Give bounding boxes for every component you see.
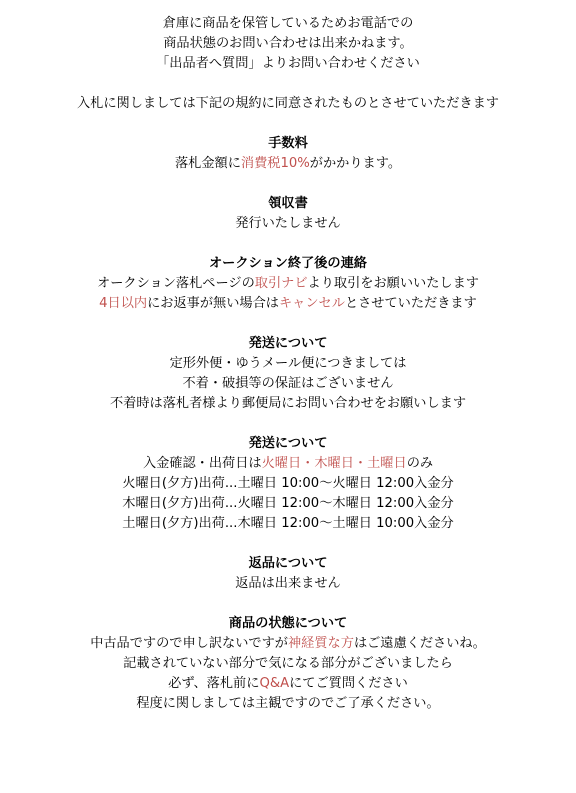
condition-line-2: 記載されていない部分で気になる部分がございましたら [123,656,453,671]
condition-section [0,614,576,714]
receipt-text: 発行いたしません [235,216,341,231]
cancel-highlight: キャンセル [279,296,345,311]
fee-text-after: がかかります。 [309,156,402,171]
spacer [0,314,576,334]
intro-line-1: 倉庫に商品を保管しているためお電話での [162,16,414,31]
trade-navi-highlight: 取引ナビ [254,276,308,291]
fee-tax-highlight: 消費税10% [240,156,310,171]
schedule-row-thursday: 木曜日(夕方)出荷...火曜日 12:00〜木曜日 12:00入金分 [122,496,454,511]
contact-line-2-mid: にお返事が無い場合は [147,296,279,311]
spacer [0,74,576,94]
condition-line-3-after: にてご質問ください [289,676,408,691]
four-days-highlight: 4日以内 [99,296,148,311]
returns-heading: 返品について [248,556,328,571]
shipping-schedule-heading: 発送について [248,436,328,451]
shipping-days-line [0,454,576,474]
contact-line-1 [0,274,576,294]
intro-line-2: 商品状態のお問い合わせは出来かねます。 [163,36,413,51]
spacer [0,534,576,554]
shipping-schedule-section [0,434,576,534]
spacer [0,114,576,134]
spacer [0,234,576,254]
fee-heading: 手数料 [268,136,308,151]
receipt-heading: 領収書 [268,196,308,211]
contact-section [0,254,576,314]
condition-line-1-before: 中古品ですので申し訳ないですが [90,636,288,651]
qa-highlight: Q&A [259,676,290,691]
schedule-row-tuesday: 火曜日(夕方)出荷...土曜日 10:00〜火曜日 12:00入金分 [122,476,454,491]
agreement-text: 入札に関しましては下記の規約に同意されたものとさせていただきます [77,96,499,111]
condition-line-1 [0,634,576,654]
shipping-days-before: 入金確認・出荷日は [142,456,262,471]
condition-heading: 商品の状態について [228,616,348,631]
shipping-method-section [0,334,576,414]
contact-line-1-after: より取引をお願いいたします [307,276,479,291]
fee-text-before: 落札金額に [174,156,241,171]
returns-section [0,554,576,594]
shipping-method-line-1: 定形外便・ゆうメール便につきましては [169,356,407,371]
contact-line-1-before: オークション落札ページの [97,276,255,291]
schedule-row-saturday: 土曜日(夕方)出荷...木曜日 12:00〜土曜日 10:00入金分 [122,516,454,531]
spacer [0,594,576,614]
intro-line-3: 「出品者へ質問」よりお問い合わせください [156,56,420,71]
fee-text [0,154,576,174]
spacer [0,414,576,434]
shipping-days-after: のみ [406,456,434,471]
spacer [0,174,576,194]
condition-line-3 [0,674,576,694]
agreement-section [0,94,576,114]
shipping-method-line-2: 不着・破損等の保証はございません [182,376,394,391]
contact-line-2-after: とさせていただきます [344,296,477,311]
shipping-days-highlight: 火曜日・木曜日・土曜日 [261,456,407,471]
shipping-method-heading: 発送について [248,336,328,351]
nervous-person-highlight: 神経質な方 [288,636,354,651]
contact-heading: オークション終了後の連絡 [209,256,367,271]
intro-section [0,14,576,74]
returns-text: 返品は出来ません [235,576,341,591]
fee-section [0,134,576,174]
contact-line-2 [0,294,576,314]
shipping-method-line-3: 不着時は落札者様より郵便局にお問い合わせをお願いします [109,396,467,411]
receipt-section [0,194,576,234]
condition-line-3-before: 必ず、落札前に [168,676,260,691]
condition-line-1-after: はご遠慮くださいね。 [353,636,486,651]
condition-line-4: 程度に関しましては主観ですのでご了承ください。 [136,696,440,711]
